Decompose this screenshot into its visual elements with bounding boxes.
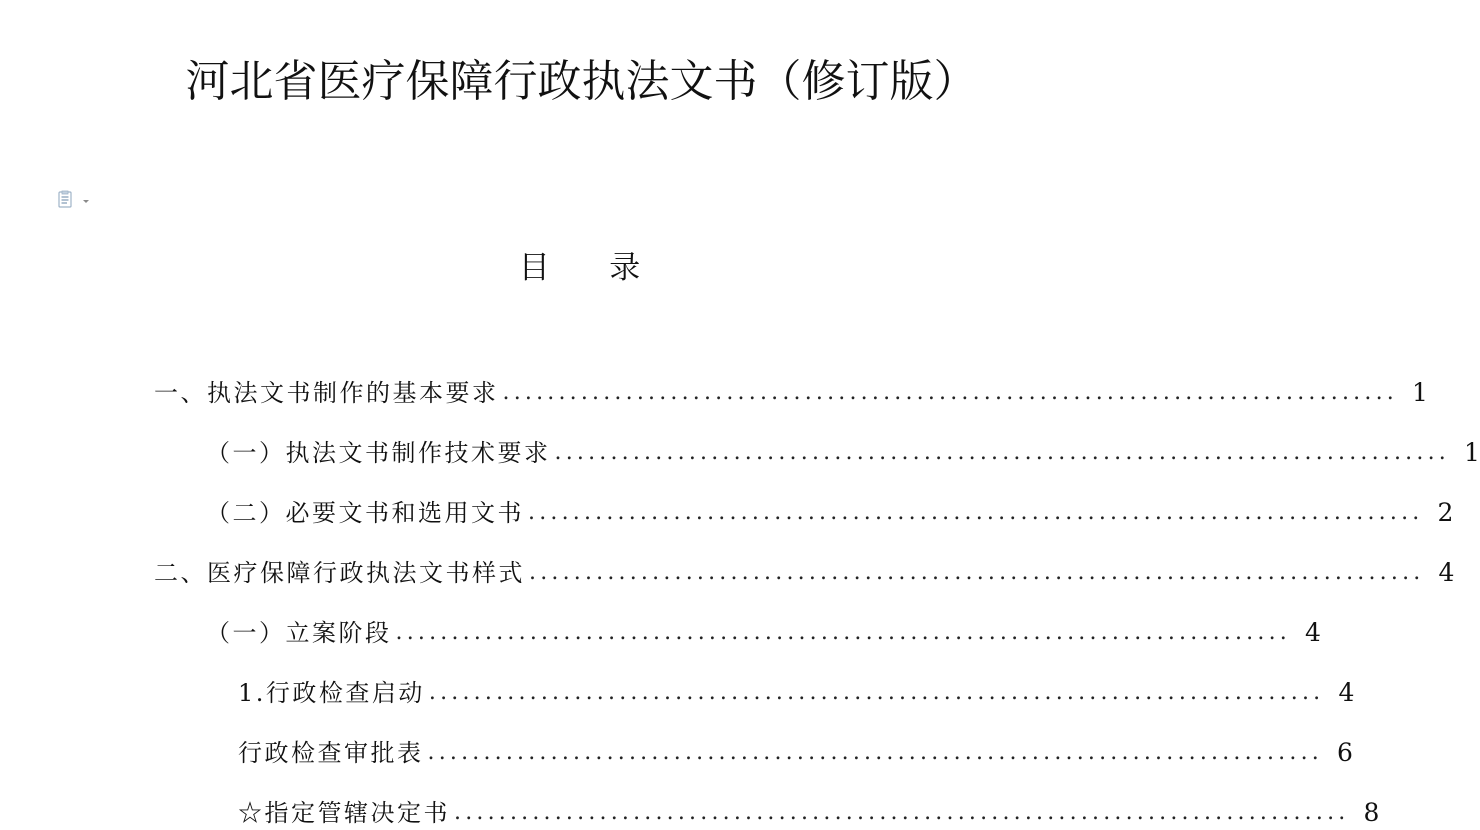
toc-dot-leader: ................................................................................	[395, 620, 1291, 645]
toc-entry-text: ☆指定管辖决定书	[238, 799, 450, 827]
toc-entry[interactable]	[154, 370, 1428, 410]
toc-entry[interactable]	[154, 550, 1455, 590]
toc-entry[interactable]	[206, 610, 1321, 650]
toc-page-number: 1	[1464, 438, 1480, 467]
toc-entry-text: （一）立案阶段	[206, 619, 392, 647]
toc-entry-text: 1.行政检查启动	[238, 679, 425, 707]
toc-dot-leader: ................................................................................	[529, 560, 1425, 585]
toc-entry[interactable]	[206, 430, 1480, 470]
toc-page-number: 6	[1337, 738, 1353, 767]
toc-page-number: 4	[1305, 618, 1321, 647]
toc-dot-leader: ................................................................................	[554, 440, 1450, 465]
toc-entry[interactable]	[206, 490, 1454, 530]
toc-entry-text: 二、医疗保障行政执法文书样式	[154, 559, 525, 587]
toc-page-number: 4	[1338, 678, 1355, 707]
toc-page-number: 4	[1438, 558, 1455, 587]
toc-dot-leader: ................................................................................	[502, 380, 1398, 405]
toc-dot-leader: ................................................................................	[428, 680, 1325, 705]
toc-dot-leader: ................................................................................	[528, 500, 1424, 525]
document-title: 河北省医疗保障行政执法文书（修订版）	[185, 56, 978, 107]
toc-entry[interactable]	[238, 670, 1355, 710]
toc-page-number: 8	[1363, 798, 1380, 827]
toc-entry-text: （二）必要文书和选用文书	[206, 499, 524, 527]
toc-page-number: 2	[1437, 498, 1454, 527]
toc-heading: 目 录	[518, 250, 645, 286]
toc-entry[interactable]	[238, 790, 1380, 830]
toc-dot-leader: ................................................................................	[427, 740, 1323, 765]
toc-entry-text: 一、执法文书制作的基本要求	[154, 379, 499, 407]
toc-page-number: 1	[1412, 378, 1428, 407]
toc-entry-text: 行政检查审批表	[238, 739, 424, 767]
toc-entry-text: （一）执法文书制作技术要求	[206, 439, 551, 467]
toc-entry[interactable]	[238, 730, 1353, 770]
toc-dot-leader: ................................................................................	[454, 800, 1350, 825]
